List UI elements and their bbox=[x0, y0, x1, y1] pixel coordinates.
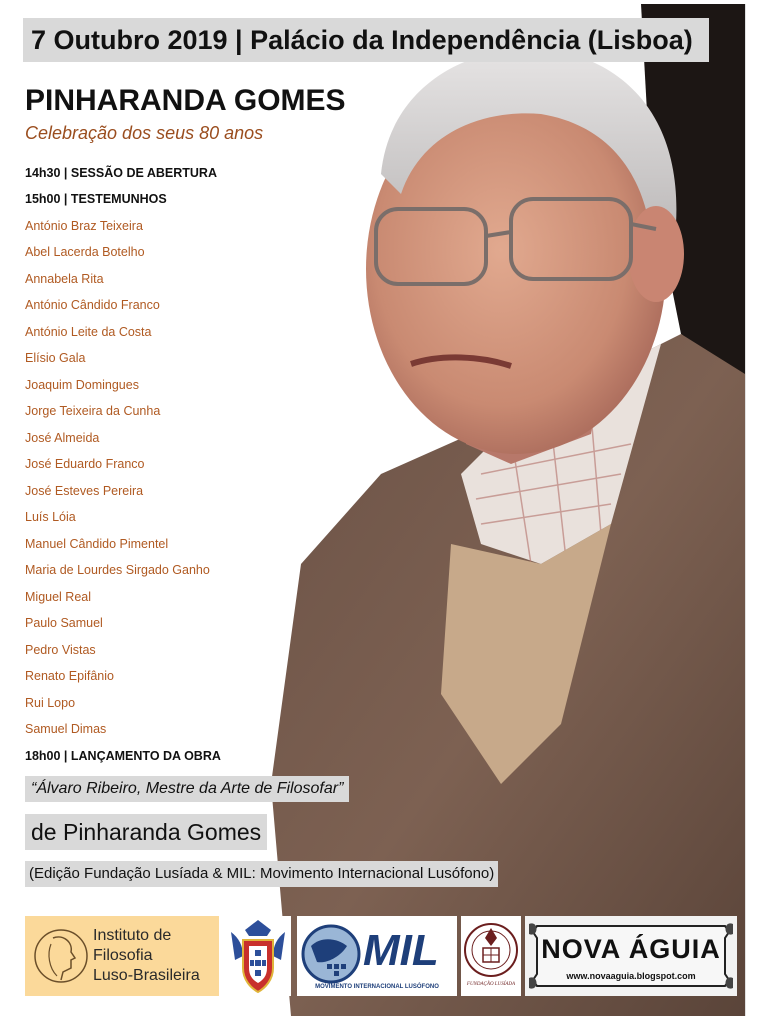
speaker-name: Elísio Gala bbox=[25, 351, 86, 365]
date-venue-banner: 7 Outubro 2019 | Palácio da Independência (Lisboa) bbox=[23, 18, 709, 62]
speaker-name: Abel Lacerda Botelho bbox=[25, 245, 145, 259]
coat-of-arms-logo bbox=[225, 916, 291, 996]
nova-aguia-url: www.novaaguia.blogspot.com bbox=[566, 971, 696, 981]
ifl-text-line: Instituto de bbox=[93, 927, 172, 944]
session-opening: 14h30 | SESSÃO DE ABERTURA bbox=[25, 166, 217, 180]
speaker-name: Paulo Samuel bbox=[25, 616, 103, 630]
speaker-name: António Leite da Costa bbox=[25, 325, 152, 339]
speaker-name: Miguel Real bbox=[25, 590, 92, 604]
fundacao-lusiada-logo bbox=[461, 916, 521, 996]
speaker-name: José Esteves Pereira bbox=[25, 484, 144, 498]
speaker-name: José Almeida bbox=[25, 431, 100, 445]
nova-aguia-logo bbox=[525, 916, 737, 996]
book-author: de Pinharanda Gomes bbox=[25, 814, 267, 850]
book-title: “Álvaro Ribeiro, Mestre da Arte de Filosofar” bbox=[25, 776, 349, 802]
speaker-name: José Eduardo Franco bbox=[25, 457, 145, 471]
speaker-name: Annabela Rita bbox=[25, 272, 104, 286]
profile-sketch-icon bbox=[33, 924, 89, 988]
speaker-name: Jorge Teixeira da Cunha bbox=[25, 404, 161, 418]
speaker-name: Joaquim Domingues bbox=[25, 378, 139, 392]
edition-note: (Edição Fundação Lusíada & MIL: Movimento Internacional Lusófono) bbox=[25, 861, 498, 887]
seal-icon bbox=[461, 916, 521, 986]
ifl-text-line: Filosofia bbox=[93, 947, 153, 964]
session-testimonies: 15h00 | TESTEMUNHOS bbox=[25, 192, 167, 206]
fl-caption: FUNDAÇÃO LUSÍADA bbox=[466, 982, 516, 987]
speaker-name: Maria de Lourdes Sirgado Ganho bbox=[25, 563, 210, 577]
speaker-name: Renato Epifânio bbox=[25, 669, 114, 683]
speaker-name: Rui Lopo bbox=[25, 696, 76, 710]
mil-caption: MOVIMENTO INTERNACIONAL LUSÓFONO bbox=[315, 984, 439, 990]
speaker-name: Samuel Dimas bbox=[25, 722, 107, 736]
speaker-name: Luís Lóia bbox=[25, 510, 76, 524]
mil-text: MIL bbox=[363, 926, 439, 975]
coat-of-arms-icon bbox=[225, 916, 291, 996]
mil-logo bbox=[297, 916, 457, 996]
speaker-name: Manuel Cândido Pimentel bbox=[25, 537, 169, 551]
ifl-text-line: Luso-Brasileira bbox=[93, 967, 200, 984]
event-title: PINHARANDA GOMES bbox=[25, 84, 346, 117]
speaker-name: Pedro Vistas bbox=[25, 643, 96, 657]
ifl-logo bbox=[25, 916, 219, 996]
session-book-launch: 18h00 | LANÇAMENTO DA OBRA bbox=[25, 749, 221, 763]
nova-aguia-text: NOVA ÁGUIA bbox=[541, 934, 721, 964]
event-subtitle: Celebração dos seus 80 anos bbox=[25, 123, 264, 143]
speaker-name: António Cândido Franco bbox=[25, 298, 160, 312]
speaker-name: António Braz Teixeira bbox=[25, 219, 143, 233]
event-poster bbox=[11, 4, 746, 1016]
